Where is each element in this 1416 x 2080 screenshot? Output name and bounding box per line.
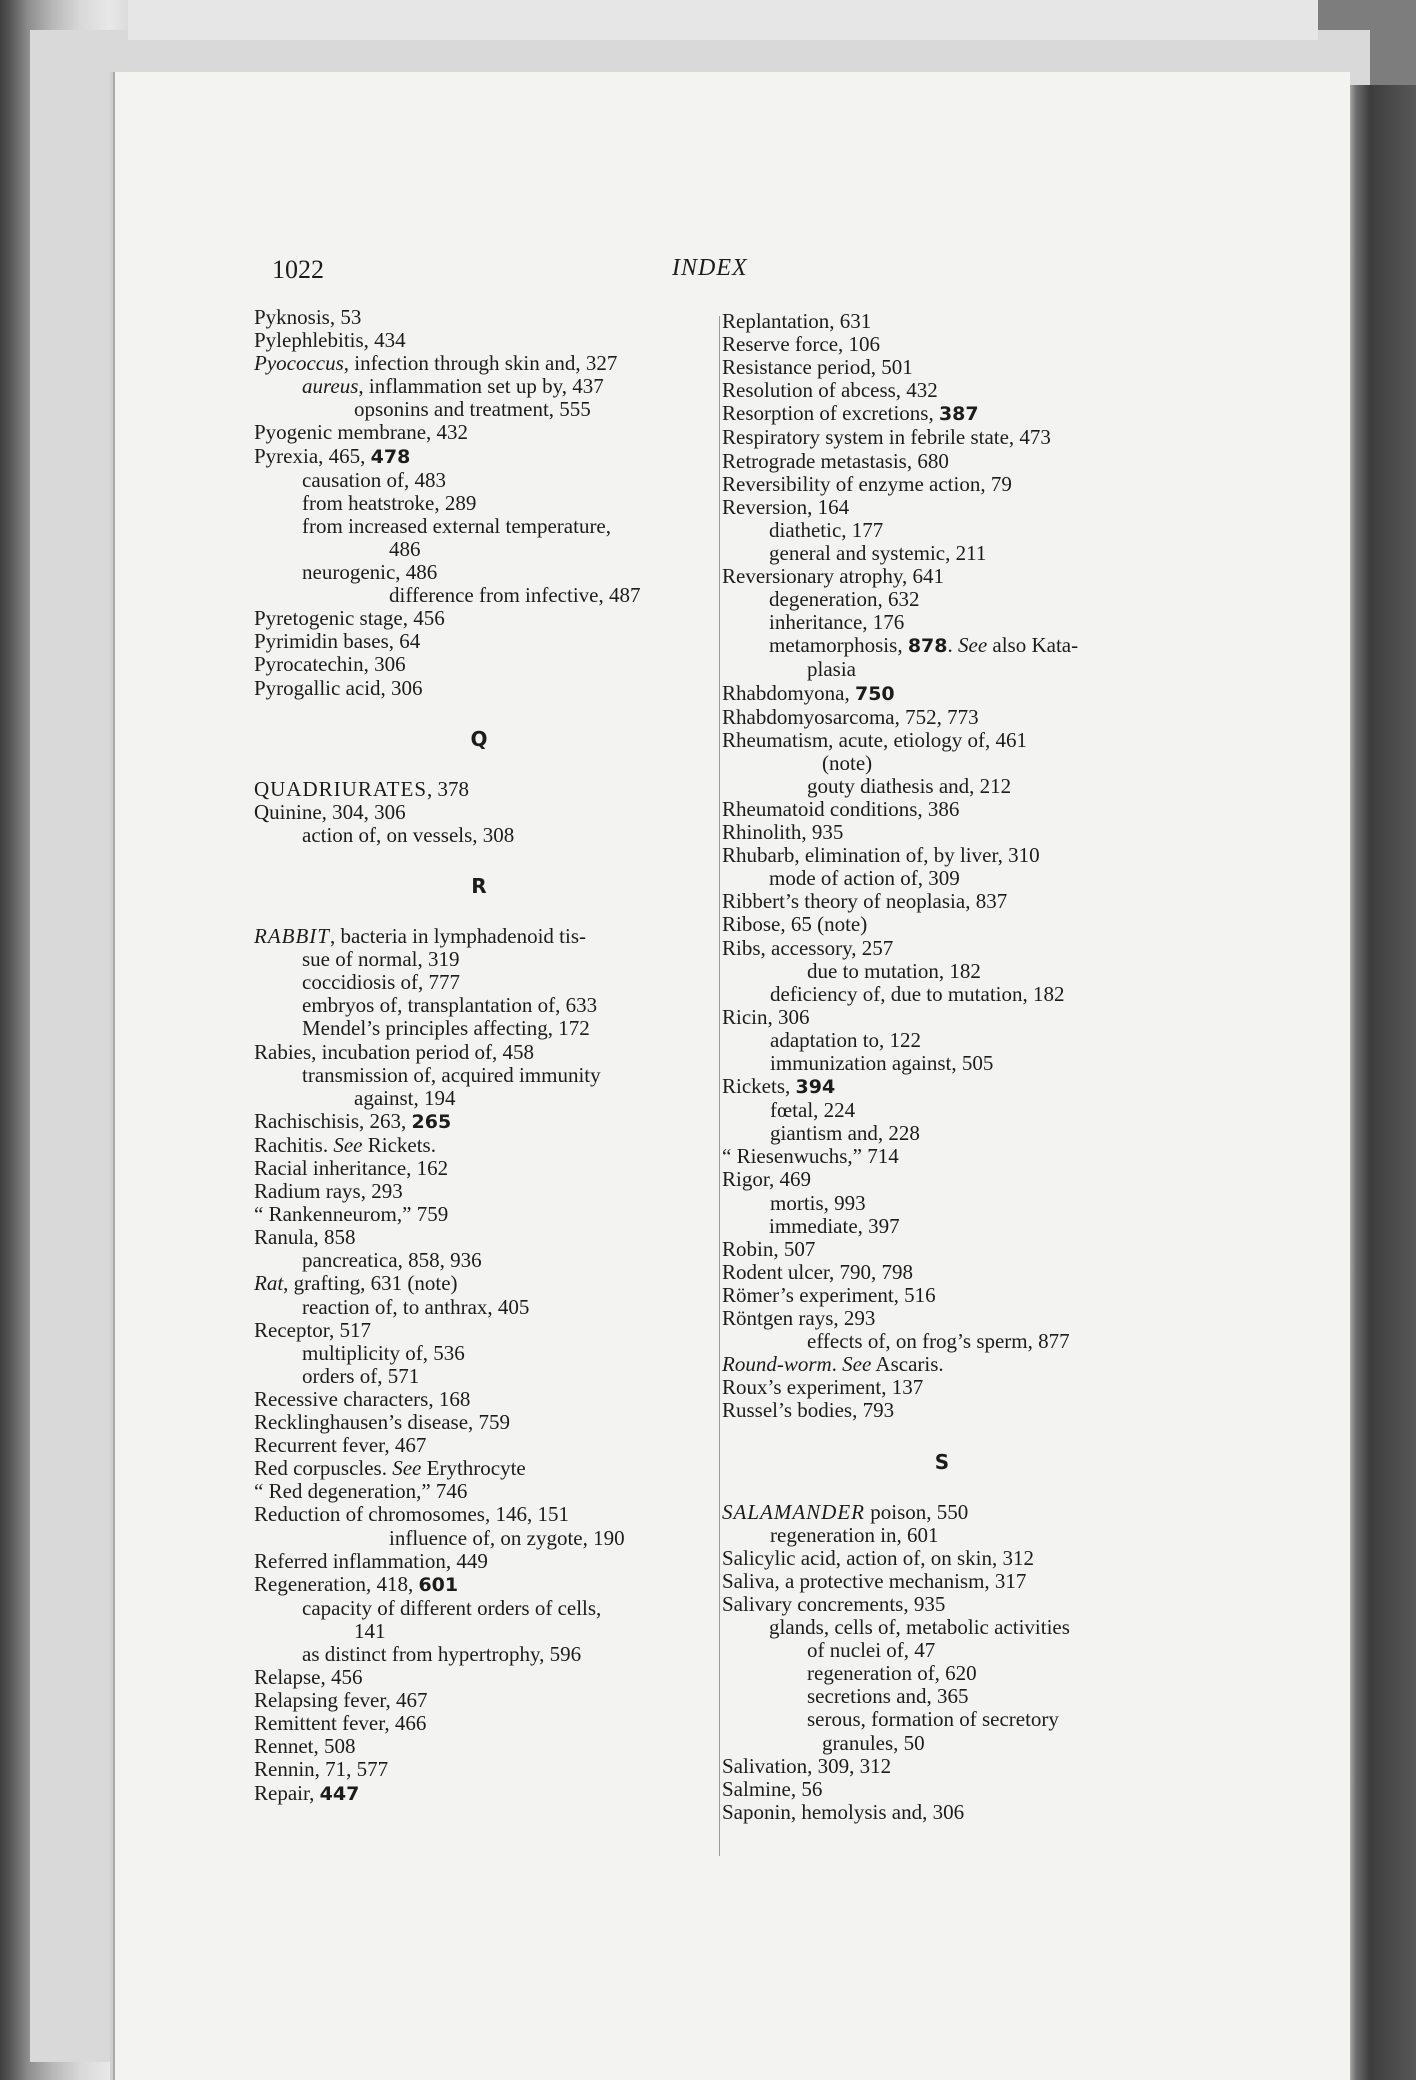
back-page bbox=[128, 0, 1318, 40]
index-entry bbox=[254, 1550, 704, 1573]
index-entry bbox=[254, 607, 704, 630]
entry-text: Rhinolith, 935 bbox=[722, 820, 844, 845]
index-entry bbox=[254, 1157, 704, 1180]
entry-text: Pylephlebitis, 434 bbox=[254, 328, 406, 353]
index-subentry bbox=[722, 1052, 1162, 1075]
index-entry bbox=[722, 426, 1162, 449]
entry-text: “ Red degeneration,” 746 bbox=[254, 1479, 468, 1504]
entry-text: 141 bbox=[354, 1618, 386, 1643]
index-entry bbox=[254, 1573, 704, 1597]
entry-text: See bbox=[842, 1352, 872, 1377]
index-entry bbox=[722, 729, 1162, 752]
entry-text: Resorption of excretions, bbox=[722, 401, 939, 426]
index-subentry bbox=[722, 1192, 1162, 1215]
index-subentry bbox=[254, 492, 704, 515]
index-entry bbox=[254, 1666, 704, 1689]
entry-text: Racial inheritance, 162 bbox=[254, 1156, 449, 1180]
entry-text: against, 194 bbox=[354, 1085, 456, 1110]
entry-text: “ Rankenneurom,” 759 bbox=[254, 1202, 449, 1227]
entry-text: Rennin, 71, 577 bbox=[254, 1757, 389, 1782]
entry-text: Recessive characters, 168 bbox=[254, 1386, 471, 1411]
index-entry bbox=[254, 653, 704, 676]
index-entry bbox=[722, 1778, 1162, 1801]
index-subentry bbox=[722, 519, 1162, 542]
running-head: INDEX bbox=[672, 255, 748, 281]
entry-text: regeneration of, 620 bbox=[807, 1661, 977, 1686]
entry-text: fœtal, 224 bbox=[770, 1098, 856, 1123]
index-subentry bbox=[254, 1597, 704, 1620]
index-entry bbox=[254, 1180, 704, 1203]
index-entry bbox=[254, 801, 704, 824]
entry-text: Repair, bbox=[254, 1780, 320, 1805]
entry-text: Pyknosis, 53 bbox=[254, 305, 362, 329]
index-entry bbox=[254, 1110, 704, 1134]
index-subentry bbox=[254, 1620, 704, 1643]
entry-text: mortis, 993 bbox=[770, 1190, 866, 1215]
entry-text: action of, on vessels, 308 bbox=[302, 822, 515, 847]
index-subentry bbox=[254, 538, 704, 561]
index-entry bbox=[722, 565, 1162, 588]
entry-text: orders of, 571 bbox=[302, 1363, 420, 1388]
index-entry bbox=[254, 1272, 704, 1295]
index-entry bbox=[722, 1593, 1162, 1616]
index-entry bbox=[254, 1480, 704, 1503]
index-subentry bbox=[254, 1342, 704, 1365]
entry-text: Retrograde metastasis, 680 bbox=[722, 448, 949, 473]
principal-page-ref: 447 bbox=[319, 1782, 360, 1805]
index-entry bbox=[254, 1388, 704, 1411]
entry-text: Referred inflammation, 449 bbox=[254, 1548, 488, 1573]
principal-page-ref: 387 bbox=[938, 403, 979, 426]
entry-text: Replantation, 631 bbox=[722, 309, 872, 333]
index-subentry bbox=[254, 1365, 704, 1388]
index-entry bbox=[254, 630, 704, 653]
index-entry bbox=[254, 1712, 704, 1735]
index-entry bbox=[254, 445, 704, 469]
index-subentry bbox=[722, 1662, 1162, 1685]
index-subentry bbox=[722, 658, 1162, 681]
entry-text: general and systemic, 211 bbox=[769, 540, 987, 565]
entry-text: Pyrogallic acid, 306 bbox=[254, 675, 423, 700]
entry-text: Reversion, 164 bbox=[722, 494, 850, 519]
index-entry bbox=[722, 333, 1162, 356]
entry-text: 486 bbox=[389, 536, 421, 561]
entry-text: Respiratory system in febrile state, 473 bbox=[722, 425, 1051, 450]
entry-text: Ranula, 858 bbox=[254, 1225, 356, 1250]
index-entry bbox=[722, 1075, 1162, 1099]
index-subentry bbox=[722, 983, 1162, 1006]
entry-text: difference from infective, 487 bbox=[389, 583, 641, 608]
index-subentry bbox=[254, 1527, 704, 1550]
entry-text: Salivation, 309, 312 bbox=[722, 1753, 892, 1778]
entry-text: Resolution of abcess, 432 bbox=[722, 378, 938, 403]
section-letter-heading: S bbox=[934, 1449, 950, 1474]
index-subentry bbox=[254, 398, 704, 421]
entry-text: Robin, 507 bbox=[722, 1236, 816, 1261]
index-entry bbox=[254, 677, 704, 700]
index-entry bbox=[722, 706, 1162, 729]
entry-text: Ricin, 306 bbox=[722, 1004, 810, 1029]
entry-text: Erythrocyte bbox=[421, 1456, 526, 1481]
entry-text: , inflammation set up by, 437 bbox=[358, 374, 604, 399]
index-entry bbox=[254, 1457, 704, 1480]
entry-text: Salicylic acid, action of, on skin, 312 bbox=[722, 1545, 1035, 1570]
index-entry bbox=[722, 1353, 1162, 1376]
index-entry bbox=[722, 1284, 1162, 1307]
index-subentry bbox=[254, 1087, 704, 1110]
entry-text: regeneration in, 601 bbox=[770, 1522, 939, 1547]
index-entry bbox=[722, 473, 1162, 496]
entry-text: Rhubarb, elimination of, by liver, 310 bbox=[722, 843, 1040, 868]
entry-text: Rennet, 508 bbox=[254, 1734, 356, 1759]
entry-text: influence of, on zygote, 190 bbox=[389, 1525, 625, 1550]
index-entry bbox=[254, 1434, 704, 1457]
entry-text: Russel’s bodies, 793 bbox=[722, 1398, 895, 1423]
index-subentry bbox=[722, 1639, 1162, 1662]
entry-text: Radium rays, 293 bbox=[254, 1179, 403, 1204]
index-subentry bbox=[254, 994, 704, 1017]
index-entry bbox=[722, 1238, 1162, 1261]
index-entry bbox=[722, 356, 1162, 379]
entry-text: Regeneration, 418, bbox=[254, 1571, 419, 1596]
entry-text: metamorphosis, bbox=[769, 633, 908, 658]
index-subentry bbox=[254, 1296, 704, 1319]
index-entry bbox=[722, 1261, 1162, 1284]
index-entry bbox=[722, 1307, 1162, 1330]
index-entry bbox=[722, 1006, 1162, 1029]
index-subentry bbox=[722, 1029, 1162, 1052]
index-entry bbox=[254, 1226, 704, 1249]
index-subentry bbox=[254, 469, 704, 492]
entry-text: Remittent fever, 466 bbox=[254, 1711, 427, 1736]
entry-text: Rheumatism, acute, etiology of, 461 bbox=[722, 727, 1028, 752]
entry-text: Römer’s experiment, 516 bbox=[722, 1282, 936, 1307]
index-subentry bbox=[722, 1708, 1162, 1731]
entry-text: Rhabdomyona, bbox=[722, 680, 855, 705]
index-subentry bbox=[722, 1122, 1162, 1145]
entry-text: , 378 bbox=[427, 776, 470, 801]
index-entry bbox=[254, 1735, 704, 1758]
index-subentry bbox=[722, 1616, 1162, 1639]
right-page-edge bbox=[1340, 85, 1416, 2080]
entry-text: Quinine, 304, 306 bbox=[254, 799, 406, 824]
index-subentry bbox=[722, 1099, 1162, 1122]
entry-text: capacity of different orders of cells, bbox=[302, 1595, 602, 1620]
entry-text: See bbox=[333, 1132, 363, 1157]
entry-text: QUADRIURATES bbox=[254, 776, 428, 801]
entry-text: Saponin, hemolysis and, 306 bbox=[722, 1799, 965, 1824]
index-subentry bbox=[254, 584, 704, 607]
index-entry bbox=[254, 778, 704, 801]
entry-text: granules, 50 bbox=[822, 1730, 925, 1755]
entry-text: Rachischisis, 263, bbox=[254, 1108, 412, 1133]
index-subentry bbox=[254, 561, 704, 584]
index-column-right bbox=[722, 310, 1162, 1824]
entry-text: (note) bbox=[822, 750, 873, 775]
entry-text: Relapsing fever, 467 bbox=[254, 1688, 428, 1713]
entry-text: Röntgen rays, 293 bbox=[722, 1306, 876, 1331]
entry-text: degeneration, 632 bbox=[769, 587, 920, 612]
entry-text: Recurrent fever, 467 bbox=[254, 1433, 427, 1458]
entry-text: Ribbert’s theory of neoplasia, 837 bbox=[722, 889, 1008, 914]
entry-text: Rheumatoid conditions, 386 bbox=[722, 796, 960, 821]
index-subentry bbox=[722, 1330, 1162, 1353]
entry-text: Salmine, 56 bbox=[722, 1776, 823, 1801]
entry-text: as distinct from hypertrophy, 596 bbox=[302, 1641, 582, 1666]
entry-text: Rhabdomyosarcoma, 752, 773 bbox=[722, 704, 979, 729]
entry-text: aureus bbox=[302, 374, 359, 399]
index-entry bbox=[722, 1399, 1162, 1422]
entry-text: Mendel’s principles affecting, 172 bbox=[302, 1016, 590, 1041]
entry-text: “ Riesenwuchs,” 714 bbox=[722, 1144, 899, 1169]
index-subentry bbox=[254, 948, 704, 971]
entry-text: Ribs, accessory, 257 bbox=[722, 935, 894, 960]
entry-text: Salivary concrements, 935 bbox=[722, 1591, 946, 1616]
entry-text: giantism and, 228 bbox=[770, 1121, 920, 1146]
entry-text: . bbox=[947, 633, 958, 658]
index-entry bbox=[254, 352, 704, 375]
entry-text: embryos of, transplantation of, 633 bbox=[302, 993, 598, 1018]
index-subentry bbox=[254, 824, 704, 847]
entry-text: serous, formation of secretory bbox=[807, 1707, 1059, 1732]
entry-text: See bbox=[392, 1456, 422, 1481]
index-subentry bbox=[722, 1215, 1162, 1238]
index-subentry bbox=[722, 588, 1162, 611]
index-subentry bbox=[722, 752, 1162, 775]
entry-text: Pyrexia, 465, bbox=[254, 443, 371, 468]
entry-text: glands, cells of, metabolic activities bbox=[769, 1615, 1070, 1640]
entry-text: from increased external temperature, bbox=[302, 513, 612, 538]
principal-page-ref: 394 bbox=[795, 1076, 836, 1099]
entry-text: mode of action of, 309 bbox=[769, 866, 960, 891]
entry-text: opsonins and treatment, 555 bbox=[354, 397, 591, 422]
index-entry bbox=[722, 890, 1162, 913]
index-entry bbox=[722, 1570, 1162, 1593]
index-subentry bbox=[722, 1732, 1162, 1755]
index-entry bbox=[254, 925, 704, 948]
index-entry bbox=[722, 310, 1162, 333]
entry-text: immediate, 397 bbox=[769, 1213, 900, 1238]
index-entry bbox=[722, 913, 1162, 936]
index-entry bbox=[722, 450, 1162, 473]
principal-page-ref: 750 bbox=[854, 682, 895, 705]
index-subentry bbox=[722, 1685, 1162, 1708]
entry-text: Rickets, bbox=[722, 1074, 796, 1099]
entry-text: Receptor, 517 bbox=[254, 1317, 371, 1342]
page-number: 1022 bbox=[272, 255, 324, 284]
entry-text: Reversionary atrophy, 641 bbox=[722, 564, 944, 589]
index-entry bbox=[722, 402, 1162, 426]
entry-text: Ascaris. bbox=[871, 1352, 944, 1377]
index-entry bbox=[722, 1168, 1162, 1191]
index-entry bbox=[722, 1501, 1162, 1524]
index-entry bbox=[254, 1503, 704, 1526]
section-letter-heading: R bbox=[471, 873, 487, 898]
index-subentry bbox=[722, 960, 1162, 983]
index-subentry bbox=[254, 515, 704, 538]
principal-page-ref: 601 bbox=[418, 1573, 459, 1596]
entry-text: adaptation to, 122 bbox=[770, 1027, 922, 1052]
index-entry bbox=[722, 937, 1162, 960]
entry-text: of nuclei of, 47 bbox=[807, 1638, 936, 1663]
index-entry bbox=[722, 1547, 1162, 1570]
entry-text: Rachitis. bbox=[254, 1132, 334, 1157]
entry-text: Reserve force, 106 bbox=[722, 332, 881, 357]
entry-text: Rickets. bbox=[362, 1132, 436, 1157]
index-entry bbox=[254, 1411, 704, 1434]
entry-text: Round-worm bbox=[722, 1352, 832, 1377]
index-entry bbox=[722, 379, 1162, 402]
entry-text: gouty diathesis and, 212 bbox=[807, 773, 1012, 798]
entry-text: sue of normal, 319 bbox=[302, 947, 460, 972]
index-subentry bbox=[722, 634, 1162, 658]
index-entry bbox=[254, 1203, 704, 1226]
entry-text: See bbox=[958, 633, 988, 658]
entry-text: inheritance, 176 bbox=[769, 610, 905, 635]
entry-text: effects of, on frog’s sperm, 877 bbox=[807, 1329, 1070, 1354]
entry-text: transmission of, acquired immunity bbox=[302, 1062, 601, 1087]
index-subentry bbox=[722, 775, 1162, 798]
column-divider bbox=[719, 316, 720, 1856]
entry-text: Red corpuscles. bbox=[254, 1456, 393, 1481]
entry-text: secretions and, 365 bbox=[807, 1684, 969, 1709]
index-entry bbox=[254, 1319, 704, 1342]
section-letter-heading: Q bbox=[470, 726, 488, 751]
index-subentry bbox=[254, 1643, 704, 1666]
entry-text: diathetic, 177 bbox=[769, 517, 884, 542]
index-entry bbox=[254, 1134, 704, 1157]
index-entry bbox=[722, 1755, 1162, 1778]
entry-text: neurogenic, 486 bbox=[302, 560, 438, 585]
index-entry bbox=[722, 821, 1162, 844]
index-subentry bbox=[254, 971, 704, 994]
index-entry bbox=[722, 1376, 1162, 1399]
entry-text: reaction of, to anthrax, 405 bbox=[302, 1294, 530, 1319]
index-subentry bbox=[722, 611, 1162, 634]
entry-text: from heatstroke, 289 bbox=[302, 490, 477, 515]
entry-text: plasia bbox=[807, 657, 856, 682]
entry-text: Reversibility of enzyme action, 79 bbox=[722, 471, 1012, 496]
index-entry bbox=[254, 1689, 704, 1712]
index-subentry bbox=[722, 867, 1162, 890]
index-subentry bbox=[722, 1524, 1162, 1547]
entry-text: Rigor, 469 bbox=[722, 1167, 811, 1192]
index-entry bbox=[722, 496, 1162, 519]
index-entry bbox=[254, 421, 704, 444]
entry-text: Recklinghausen’s disease, 759 bbox=[254, 1410, 511, 1435]
entry-text: , grafting, 631 (note) bbox=[283, 1271, 458, 1296]
entry-text: Rodent ulcer, 790, 798 bbox=[722, 1259, 914, 1284]
entry-text: Relapse, 456 bbox=[254, 1665, 363, 1690]
entry-text: also Kata- bbox=[987, 633, 1079, 658]
entry-text: Pyrimidin bases, 64 bbox=[254, 629, 421, 654]
index-subentry bbox=[254, 1064, 704, 1087]
entry-text: Resistance period, 501 bbox=[722, 355, 913, 380]
index-entry bbox=[722, 1801, 1162, 1824]
entry-text: coccidiosis of, 777 bbox=[302, 970, 461, 995]
index-entry bbox=[254, 1758, 704, 1781]
entry-text: Roux’s experiment, 137 bbox=[722, 1375, 924, 1400]
index-entry bbox=[722, 844, 1162, 867]
principal-page-ref: 265 bbox=[411, 1110, 452, 1133]
index-column-left bbox=[254, 306, 704, 1806]
index-entry bbox=[254, 306, 704, 329]
index-entry bbox=[722, 798, 1162, 821]
entry-text: Rat bbox=[254, 1271, 284, 1296]
index-subentry bbox=[254, 1017, 704, 1040]
index-subentry bbox=[254, 1249, 704, 1272]
entry-text: Pyretogenic stage, 456 bbox=[254, 606, 445, 631]
index-entry bbox=[722, 682, 1162, 706]
entry-text: SALAMANDER bbox=[722, 1499, 865, 1524]
entry-text: . bbox=[831, 1352, 843, 1377]
entry-text: causation of, 483 bbox=[302, 467, 447, 492]
index-subentry bbox=[254, 375, 704, 398]
entry-text: Pyrocatechin, 306 bbox=[254, 652, 406, 677]
entry-text: Saliva, a protective mechanism, 317 bbox=[722, 1568, 1027, 1593]
entry-text: due to mutation, 182 bbox=[807, 958, 981, 983]
entry-text: Ribose, 65 (note) bbox=[722, 912, 868, 937]
entry-text: pancreatica, 858, 936 bbox=[302, 1248, 482, 1273]
entry-text: Reduction of chromosomes, 146, 151 bbox=[254, 1502, 569, 1527]
index-entry bbox=[254, 1782, 704, 1806]
entry-text: multiplicity of, 536 bbox=[302, 1340, 465, 1365]
entry-text: deficiency of, due to mutation, 182 bbox=[770, 981, 1065, 1006]
entry-text: RABBIT bbox=[254, 924, 330, 949]
principal-page-ref: 478 bbox=[370, 445, 411, 468]
index-entry bbox=[722, 1145, 1162, 1168]
entry-text: Rabies, incubation period of, 458 bbox=[254, 1039, 534, 1064]
principal-page-ref: 878 bbox=[907, 635, 948, 658]
entry-text: Pyococcus bbox=[254, 351, 344, 376]
entry-text: , bacteria in lymphadenoid tis- bbox=[329, 924, 586, 949]
index-entry bbox=[254, 329, 704, 352]
entry-text: , infection through skin and, 327 bbox=[343, 351, 618, 376]
index-subentry bbox=[722, 542, 1162, 565]
index-entry bbox=[254, 1041, 704, 1064]
entry-text: poison, 550 bbox=[864, 1499, 969, 1524]
entry-text: immunization against, 505 bbox=[770, 1051, 994, 1075]
entry-text: Pyogenic membrane, 432 bbox=[254, 420, 469, 445]
